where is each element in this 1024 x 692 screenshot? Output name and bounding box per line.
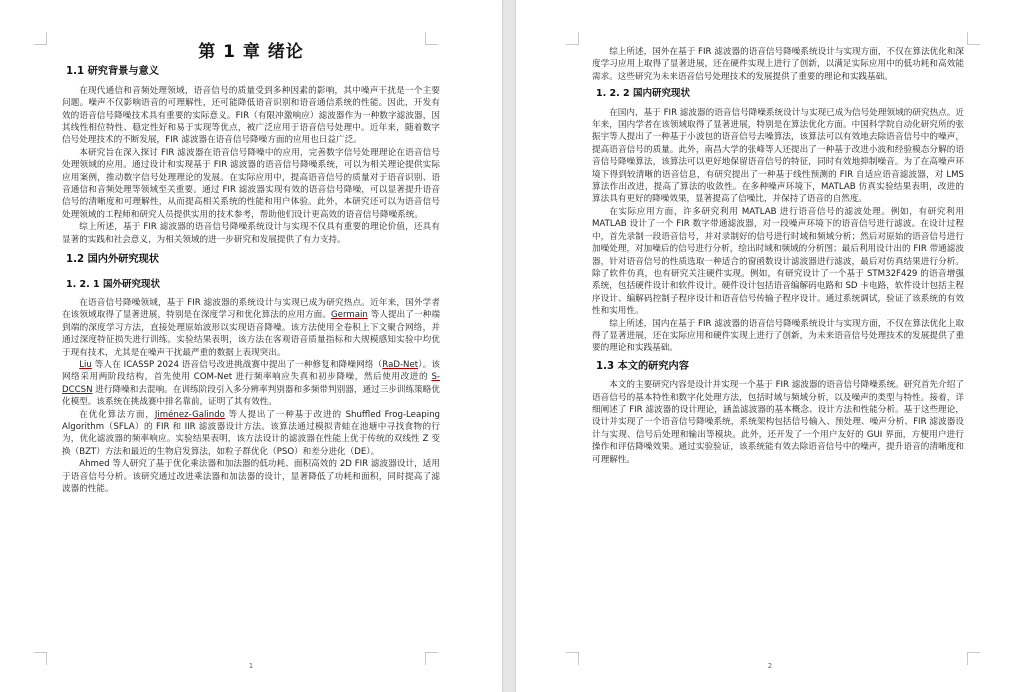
text-span: 等人提出了一种基于改进的 Shuffled Frog-Leaping Algorithm（SFLA）的 FIR 和 IIR 滤波器设计方法。该算法通过模拟青蛙在池塘中寻找食物的行为，优化滤波器的频率响应。实验结果表明，该方法设计的滤波器在性能上优于传统的双线性 Z 变换（BZT）方法和最近的生物启发算法，如粒子群优化（PSO）和差分进化（DE）。 [62, 409, 440, 457]
page-number: 1 [248, 662, 254, 670]
paragraph: 本研究旨在深入探讨 FIR 滤波器在语音信号降噪中的应用，完善数字信号处理理论在语音信号处理领域的应用。通过设计和实现基于 FIR 滤波器的语音信号降噪系统，可以为相关理论提供实际应用案例，推动数字信号处理理论的发展。在实际应用中，提高语音信号的质量对于语音识别、语音通信和音频处理等领域至关重要。通过 FIR 滤波器实现有效的语音信号降噪，可以显著提升语音信号的清晰度和可理解性，从而提高相关系统的性能和用户体验。此外，本研究还可以为语音信号处理领域的工程师和研究人员提供实用的技术参考，帮助他们设计更高效的语音信号降噪系统。 [62, 147, 440, 220]
paragraph [62, 359, 440, 409]
paragraph: 在国内，基于 FIR 滤波器的语音信号降噪系统设计与实现已成为信号处理领域的研究热点。近年来，国内学者在该领域取得了显著进展，特别是在算法优化方面。中国科学院自动化研究所的张振宇等人提出了一种基于小波包的语音信号去噪算法，该算法可以有效地去除语音信号中的噪声，提高语音信号的质量。此外，南昌大学的张峰等人还提出了一种基于改进小波和经验模态分解的语音信号降噪算法，该算法可以更好地保留语音信号的特征，同时有效地抑制噪音。为了在高噪声环境下得到较清晰的语音信息，有研究提出了一种基于线性预测的 FIR 自适应语音滤波器，对 LMS 算法作出改进，提高了算法的收敛性。在多种噪声环境下，MATLAB 仿真实验结果表明，改进的算法具有更好的降噪效果，显著提高了信噪比，并保持了语音的自然度。 [592, 107, 964, 205]
network-name: S-DCCSN [62, 372, 440, 395]
text-span: 在优化算法方面， [79, 409, 155, 420]
paragraph [62, 297, 440, 359]
page-2-content [592, 46, 964, 466]
section-heading-1-2: 1.2 国内外研究现状 [66, 254, 159, 266]
text-span: 进行降噪和去混响。在训练阶段引入多分辨率判别器和多频带判别器，通过三步训练策略优化模型。该系统在挑战赛中排名靠前，证明了其有效性。 [62, 384, 440, 408]
subsection-heading-1-2-2: 1. 2. 2 国内研究现状 [596, 88, 690, 100]
paragraph: 本文的主要研究内容是设计并实现一个基于 FIR 滤波器的语音信号降噪系统。研究首先介绍了语音信号的基本特性和数字化处理方法，包括时域与频域分析，以及噪声的类型与特性。接着，详细阐述了 FIR 滤波器的设计理论，涵盖滤波器的基本概念、设计方法和性能分析。基于这些理论，设计并实现了一个语音信号降噪系统，系统架构包括信号输入、预处理、噪声分析、FIR 滤波器设计与实现、信号后处理和输出等模块。此外，还开发了一个用户友好的 GUI 界面，方便用户进行操作和评估降噪效果。通过实验验证，该系统能有效去除语音信号中的噪声，提升语音的清晰度和可理解性。 [592, 380, 964, 465]
page-1-content [62, 44, 440, 495]
text-span: 在语音信号降噪领域，基于 FIR 滤波器的系统设计与实现已成为研究热点。近年来，国外学者在该领域取得了显著进展，特别是在深度学习和优化算法的应用方面。 [62, 297, 440, 321]
subsection-heading-1-2-1: 1. 2. 1 国外研究现状 [66, 278, 160, 290]
section-heading-1-1: 1.1 研究背景与意义 [66, 66, 159, 78]
text-span: 等人提出了一种端到端的深度学习方法，直接处理原始波形以实现语音降噪。该方法使用全卷积上下文聚合网络，并通过深度特征损失进行训练。实验结果表明，该方法在客观语音质量指标和大规模感知实验中均优于现有技术，尤其是在噪声干扰最严重的数据上表现突出。 [62, 310, 440, 358]
section-heading-1-3: 1.3 本文的研究内容 [596, 360, 689, 372]
text-span: 等人在 ICASSP 2024 语音信号改进挑战赛中提出了一种修复和降噪网络（ [91, 359, 383, 370]
text-span: ）。该网络采用两阶段结构，首先使用 COM-Net 进行频率响应失真和初步降噪，然后使用改进的 [62, 359, 440, 383]
corner-mark [967, 32, 980, 45]
document-page-1 [0, 0, 502, 692]
author-name: Germain [331, 310, 368, 321]
corner-mark [34, 32, 47, 45]
paragraph [62, 409, 440, 459]
author-name: Liu [79, 359, 92, 370]
paragraph: 在实际应用方面，许多研究利用 MATLAB 进行语音信号的滤波处理。例如，有研究利用 MATLAB 设计了一个 FIR 数字带通滤波器，对一段噪声环境下的语音信号进行滤波。在设计过程中，首先录制一段语音信号，并对录制好的信号进行时域和频域分析；然后对原始的语音信号进行加噪处理，对加噪后的信号进行分析，绘出时域和频域的分析图；最后利用设计出的 FIR 带通滤波器，针对语音信号的性质选取一种适合的窗函数设计滤波器进行滤波，最后对仿真结果进行分析。除了软件仿真，也有研究关注硬件实现。例如，有研究设计了一个基于 STM32F429 的语音增强系统，包括硬件设计和软件设计。硬件设计包括语音编解码电路和 SD 卡电路，软件设计包括主程序设计、编解码控制子程序设计和语音信号传输子程序设计。通过系统调试，验证了该系统的有效性和实用性。 [592, 206, 964, 317]
author-name: Jiménez-Galindo [154, 409, 225, 420]
corner-mark [566, 32, 579, 45]
document-page-2 [516, 0, 1024, 692]
paragraph: 综上所述，国外在基于 FIR 滤波器的语音信号降噪系统设计与实现方面，不仅在算法优化和深度学习应用上取得了显著进展，还在硬件实现上进行了创新，以满足实际应用中的低功耗和高效能需求。这些研究为未来语音信号处理技术的发展提供了重要的理论和实践基础。 [592, 47, 964, 82]
paragraph: 综上所述，基于 FIR 滤波器的语音信号降噪系统设计与实现不仅具有重要的理论价值，还具有显著的实践和社会意义，为相关领域的进一步研究和发展提供了有力支持。 [62, 222, 440, 245]
chapter-title: 第 1 章 绪论 [198, 42, 304, 62]
paragraph: 综上所述，国内在基于 FIR 滤波器的语音信号降噪系统设计与实现方面，不仅在算法优化上取得了显著进展，还在实际应用和硬件实现上进行了创新，为未来语音信号处理技术的发展提供了重要的理论和实践基础。 [592, 318, 964, 354]
paragraph: 在现代通信和音频处理领域，语音信号的质量受到多种因素的影响，其中噪声干扰是一个主要问题。噪声不仅影响语音的可理解性，还可能降低语音识别和语音通信系统的性能。因此，开发有效的语音信号降噪技术具有重要的实际意义。FIR（有限冲激响应）滤波器作为一种数字滤波器，因其线性相位特性、稳定性好和易于实现等优点，被广泛应用于语音信号处理中。近年来，随着数字信号处理技术的不断发展，FIR 滤波器在语音信号降噪方面的应用也日益广泛。 [62, 85, 440, 146]
network-name: RaD-Net [382, 359, 419, 370]
page-number: 2 [767, 662, 773, 670]
paragraph: Ahmed 等人研究了基于优化乘法器和加法器的低功耗、面积高效的 2D FIR 滤波器设计，适用于语音信号分析。该研究通过改进乘法器和加法器的设计，显著降低了功耗和面积，同时提高了滤波器的性能。 [62, 459, 440, 494]
